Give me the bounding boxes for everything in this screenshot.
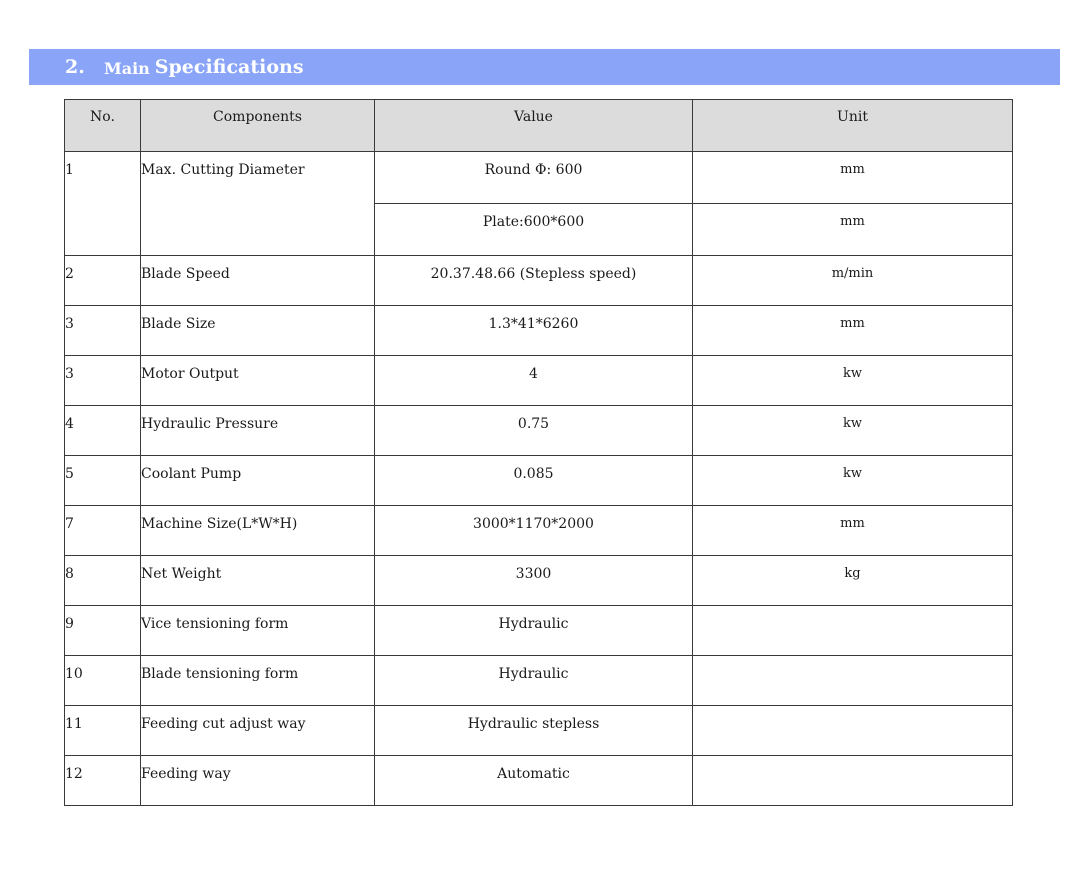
row-value: 20.37.48.66 (Stepless speed) <box>375 256 693 306</box>
row-value: Hydraulic <box>375 656 693 706</box>
header-components: Components <box>141 100 375 152</box>
row-no: 1 <box>65 152 141 256</box>
table-row <box>65 756 1013 806</box>
row-value: 1.3*41*6260 <box>375 306 693 356</box>
table-row <box>65 506 1013 556</box>
row-no: 2 <box>65 256 141 306</box>
row-component: Machine Size(L*W*H) <box>141 506 375 556</box>
row-component: Blade tensioning form <box>141 656 375 706</box>
row-unit <box>693 756 1013 806</box>
row-component: Hydraulic Pressure <box>141 406 375 456</box>
row-component: Coolant Pump <box>141 456 375 506</box>
row-no: 12 <box>65 756 141 806</box>
table-header-row <box>65 100 1013 152</box>
header-unit: Unit <box>693 100 1013 152</box>
row-unit: m/min <box>693 256 1013 306</box>
table-row <box>65 152 1013 204</box>
table-row <box>65 556 1013 606</box>
row-unit: mm <box>693 152 1013 204</box>
table-row <box>65 356 1013 406</box>
row-component: Vice tensioning form <box>141 606 375 656</box>
row-value: 0.085 <box>375 456 693 506</box>
row-value: 3000*1170*2000 <box>375 506 693 556</box>
header-no: No. <box>65 100 141 152</box>
row-component: Max. Cutting Diameter <box>141 152 375 256</box>
header-value: Value <box>375 100 693 152</box>
row-unit <box>693 656 1013 706</box>
row-no: 10 <box>65 656 141 706</box>
row-no: 11 <box>65 706 141 756</box>
row-unit: kw <box>693 456 1013 506</box>
table-row <box>65 706 1013 756</box>
section-number: 2. <box>65 56 85 78</box>
specifications-table <box>64 99 1013 806</box>
row-value: Round Φ: 600 <box>375 152 693 204</box>
row-unit: kw <box>693 356 1013 406</box>
row-value: Hydraulic stepless <box>375 706 693 756</box>
row-component: Net Weight <box>141 556 375 606</box>
table-row <box>65 406 1013 456</box>
row-value: Automatic <box>375 756 693 806</box>
row-no: 3 <box>65 356 141 406</box>
row-value: 4 <box>375 356 693 406</box>
row-unit: mm <box>693 204 1013 256</box>
row-value: 0.75 <box>375 406 693 456</box>
row-unit <box>693 606 1013 656</box>
table-row <box>65 656 1013 706</box>
row-no: 4 <box>65 406 141 456</box>
row-value: 3300 <box>375 556 693 606</box>
row-no: 8 <box>65 556 141 606</box>
row-no: 3 <box>65 306 141 356</box>
row-unit: mm <box>693 306 1013 356</box>
row-value: Plate:600*600 <box>375 204 693 256</box>
table-row <box>65 456 1013 506</box>
table-row <box>65 256 1013 306</box>
row-unit: mm <box>693 506 1013 556</box>
table-row <box>65 606 1013 656</box>
row-component: Blade Speed <box>141 256 375 306</box>
row-no: 7 <box>65 506 141 556</box>
row-component: Feeding cut adjust way <box>141 706 375 756</box>
row-no: 5 <box>65 456 141 506</box>
table-row <box>65 306 1013 356</box>
row-component: Feeding way <box>141 756 375 806</box>
row-unit <box>693 706 1013 756</box>
row-unit: kg <box>693 556 1013 606</box>
section-header <box>29 49 1060 85</box>
section-title-main: Main <box>104 58 150 78</box>
row-no: 9 <box>65 606 141 656</box>
section-title-specifications: Specifications <box>154 56 304 78</box>
row-component: Blade Size <box>141 306 375 356</box>
row-component: Motor Output <box>141 356 375 406</box>
row-value: Hydraulic <box>375 606 693 656</box>
row-unit: kw <box>693 406 1013 456</box>
